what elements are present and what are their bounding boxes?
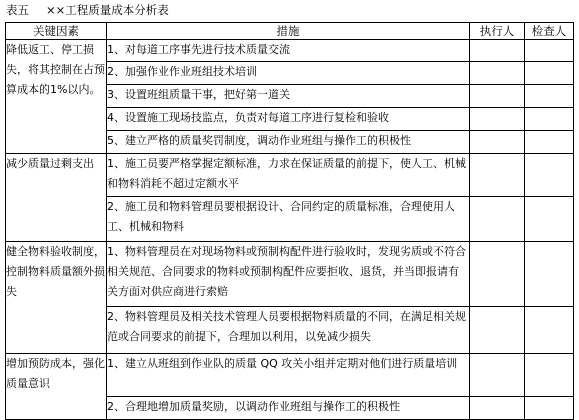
table-number: 表五 [6, 3, 29, 17]
inspector-cell [525, 397, 574, 420]
executor-cell [470, 85, 525, 108]
measure-cell: 2、加强作业作业班组技术培训 [107, 62, 470, 85]
table-row [6, 242, 574, 307]
inspector-cell [525, 62, 574, 85]
executor-cell [470, 154, 525, 197]
inspector-cell [525, 242, 574, 307]
factor-cell: 健全物料验收制度，控制物料质量额外损失 [6, 242, 107, 354]
executor-cell [470, 40, 525, 62]
measure-cell: 1、物料管理员在对现场物料或预制构配件进行验收时，发现劣质或不符合相关规范、合同要求的物料或预制构配件应要拒收、退货，并当即报请有关方面对供应商进行索赔 [107, 242, 470, 307]
executor-cell [470, 62, 525, 85]
factor-cell: 减少质量过剩支出 [6, 154, 107, 242]
header-executor: 执行人 [470, 23, 525, 40]
factor-cell: 降低返工、停工损失，将其控制在占预算成本的1%以内。 [6, 40, 107, 154]
executor-cell [470, 397, 525, 420]
executor-cell [470, 131, 525, 154]
executor-cell [470, 197, 525, 242]
header-inspector: 检查人 [525, 23, 574, 40]
executor-cell [470, 108, 525, 131]
measure-cell: 1、对每道工序事先进行技术质量交流 [107, 40, 470, 62]
measure-cell: 2、施工员和物料管理员要根据设计、合同约定的质量标准，合理使用人工、机械和物料 [107, 197, 470, 242]
inspector-cell [525, 40, 574, 62]
executor-cell [470, 242, 525, 307]
measure-cell: 1、施工员要严格掌握定额标准，力求在保证质量的前提下，使人工、机械和物料消耗不超过定额水平 [107, 154, 470, 197]
executor-cell [470, 307, 525, 354]
measure-cell: 4、设置施工现场技监点，负责对每道工序进行复检和验收 [107, 108, 470, 131]
inspector-cell [525, 154, 574, 197]
header-row [6, 23, 574, 40]
table-row [6, 354, 574, 397]
executor-cell [470, 354, 525, 397]
table-row [6, 40, 574, 62]
inspector-cell [525, 131, 574, 154]
quality-cost-table [5, 22, 574, 420]
table-caption [6, 3, 169, 17]
inspector-cell [525, 307, 574, 354]
measure-cell: 3、设置班组质量干事，把好第一道关 [107, 85, 470, 108]
factor-cell: 增加预防成本，强化质量意识 [6, 354, 107, 420]
inspector-cell [525, 108, 574, 131]
header-measure: 措施 [107, 23, 470, 40]
measure-cell: 2、合理地增加质量奖励，以调动作业班组与操作工的积极性 [107, 397, 470, 420]
inspector-cell [525, 354, 574, 397]
measure-cell: 5、建立严格的质量奖罚制度，调动作业班组与操作工的积极性 [107, 131, 470, 154]
inspector-cell [525, 197, 574, 242]
inspector-cell [525, 85, 574, 108]
table-title: ××工程质量成本分析表 [46, 3, 169, 17]
measure-cell: 1、建立从班组到作业队的质量 QQ 攻关小组并定期对他们进行质量培训 [107, 354, 470, 397]
measure-cell: 2、物料管理员及相关技术管理人员要根据物料质量的不同，在满足相关规范或合同要求的前提下，合理加以利用，以免减少损失 [107, 307, 470, 354]
table-row [6, 154, 574, 197]
header-factor: 关键因素 [6, 23, 107, 40]
